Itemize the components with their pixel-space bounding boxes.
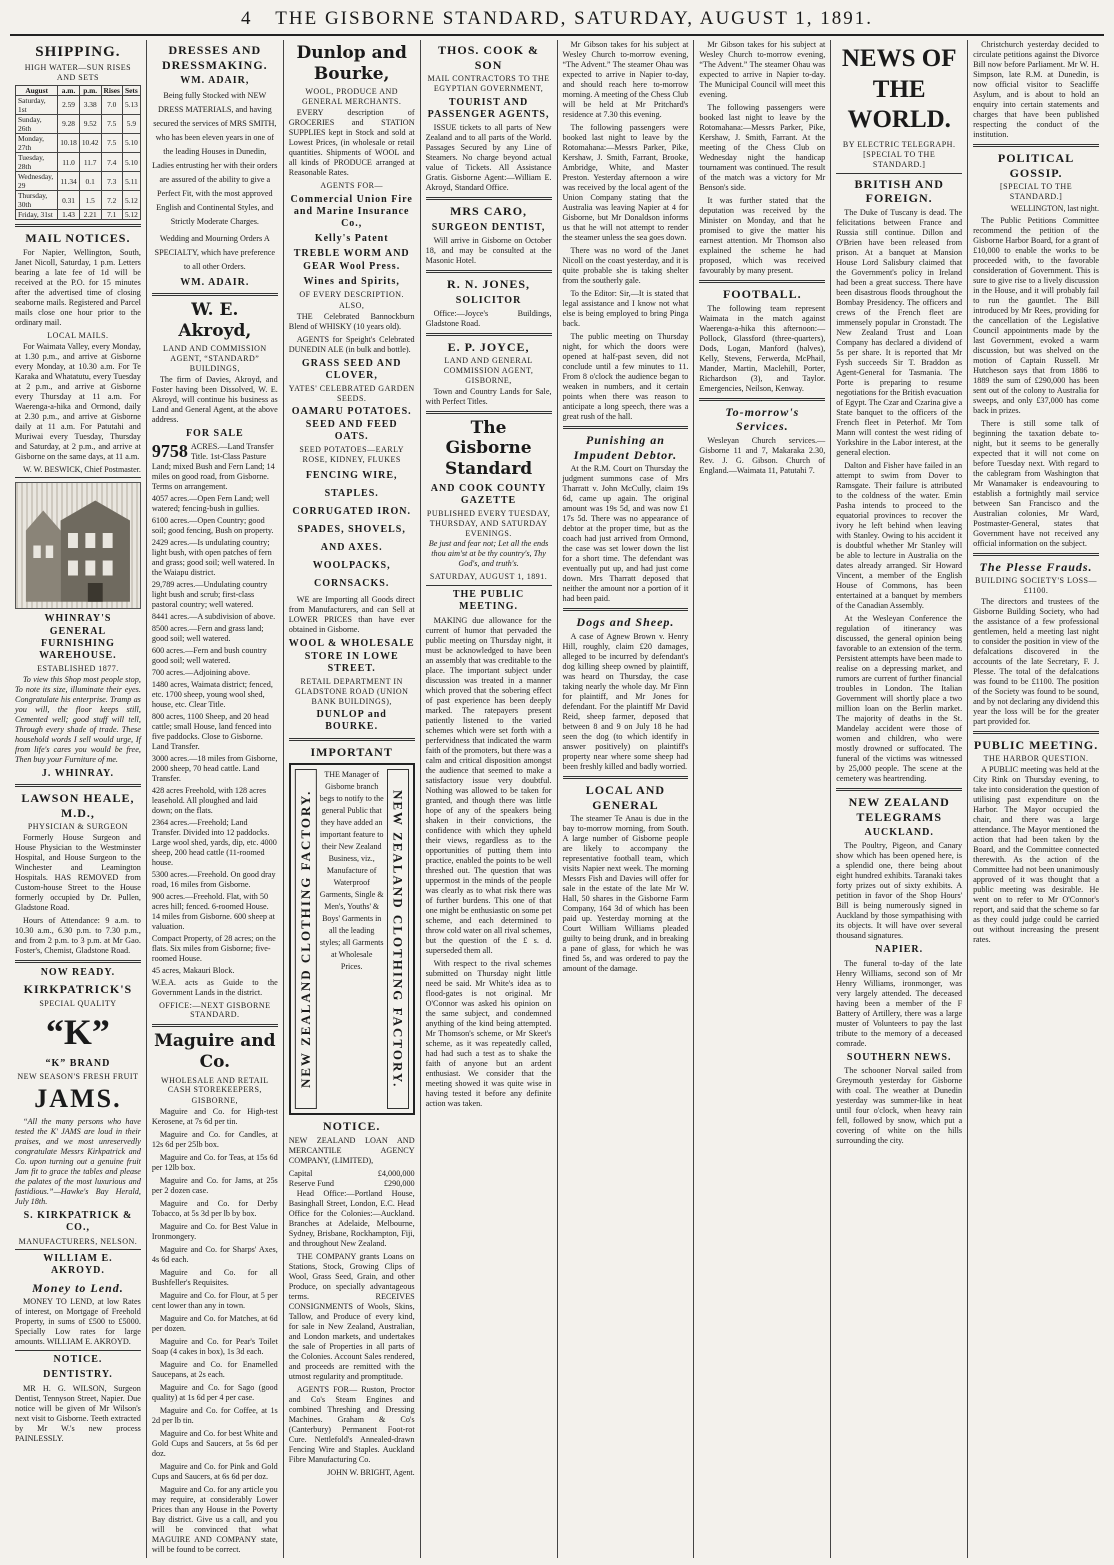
shipping-heading: SHIPPING. <box>35 44 121 60</box>
dunlop-signature: DUNLOP and BOURKE. <box>316 709 387 733</box>
tide-cell: 7.0 <box>101 95 122 114</box>
tide-cell: 11.34 <box>58 172 80 191</box>
listing-text: ACRES.—Land Transfer Title. 1st-Class Pasture Land; mixed Bush and Fern Land; 14 miles on good road, from Gisborne. Terms on arrangement. <box>151 441 275 491</box>
column-1 <box>10 40 147 1558</box>
southern-heading: SOUTHERN NEWS. <box>846 1051 952 1063</box>
capital-value: £4,000,000 <box>377 1168 415 1178</box>
tide-header-4: Sets <box>122 85 140 95</box>
tide-cell: 5.9 <box>122 114 140 133</box>
cook-tourist: TOURIST AND PASSENGER AGENTS, <box>427 96 550 120</box>
kirkpatrick-quote: “All the many persons who have tested the K' JAMS are loud in their praises, and we most unreservedly congratulate Messrs Kirkpatrick and Co. upon turning out a genuine fruit Jam fit to grace the tables and please the palates of the most luxurious and fastidious.”—Hawke's Bay Herald, July 18th. <box>15 1117 141 1207</box>
kirkpatrick-season: NEW SEASON'S FRESH FRUIT <box>17 1071 139 1081</box>
tide-cell: 7.3 <box>101 172 122 191</box>
football-heading: FOOTBALL. <box>722 287 802 301</box>
capital-row <box>289 1169 415 1179</box>
public-meeting-heading-2: PUBLIC MEETING. <box>973 737 1099 752</box>
gossip-place: WELLINGTON, last night. <box>1010 203 1099 213</box>
column-2 <box>147 40 284 1558</box>
local-general-text: The steamer Te Anau is due in the bay to-morrow morning, from South. A large number of Gisborne people are likely to accompany the representative football team, which visits Napier next week. The morning Messrs Fish and Davies will offer for sale in the estate of the late Mr W. Hall, 50 shares in the Gisborne Farm Company, 164 3d of which has been paid up. Yesterday morning at the Court William Williams pleaded guilty to being drunk, and in breaking a pane of glass, for which he was fined 5s, and was ordered to pay the amount of the damage. <box>562 814 689 974</box>
listing-text: 6100 acres.—Open Country; good soil; good fencing, Bush on property. <box>151 515 274 535</box>
paper-title: The Gisborne Standard <box>444 417 533 480</box>
property-listing <box>152 612 278 622</box>
gossip-special: [SPECIAL TO THE STANDARD.] <box>1000 182 1073 201</box>
agents-for: AGENTS FOR— <box>320 180 383 190</box>
whinray-verse: To view this Shop most people stop, To note its size, illuminate their eyes. Congratulate his enterprise. Tramp as you will, the floor keeps still, Cemented well; good stuff will tell, Through every shade of trade. These household words I sell would urge, If from life's cares you would be free, Then buy your Furniture of me. <box>15 674 141 764</box>
columns <box>10 40 1104 1558</box>
money-heading: Money to Lend. <box>32 1280 124 1295</box>
listing-text: 8441 acres.—A subdivision of above. <box>151 611 276 621</box>
property-listing <box>152 680 278 710</box>
listing-text: 3000 acres.—18 miles from Gisborne, 2000 sheep, 70 head cattle. Land Transfer. <box>151 753 278 783</box>
akroyd-sub: LAND AND COMMISSION AGENT, “STANDARD” BUILDINGS, <box>162 344 267 373</box>
whinray-name: J. WHINRAY. <box>41 767 114 779</box>
maguire-items <box>152 1107 278 1482</box>
tide-cell: 5.12 <box>122 210 140 220</box>
tide-row <box>16 95 141 114</box>
maguire-item: Maguire and Co. for Candles, at 12s 6d per 25lb box. <box>151 1129 278 1149</box>
postmaster-signature: W. W. BESWICK, Chief Postmaster. <box>22 464 141 474</box>
capital-label: Capital <box>288 1168 313 1178</box>
col5-word: There was no word of the Janet Nicoll on the coast yesterday, and it is quite probable she is taking shelter from the southerly gale. <box>562 246 689 285</box>
col5-top: Mr Gibson takes for his subject at Wesley Church to-morrow evening, “The Advent.” The steamer Ohau was expected to arrive in Napier to-day, and should reach here to-morrow morning. A meeting of the Chess Club will be held at Mr Pritchard's residence at 7.30 this evening. <box>562 40 689 119</box>
listing-text: 2364 acres.—Freehold; Land Transfer. Divided into 12 paddocks. Large wool shed, yards, dip, etc. 4000 sheep, 200 head cattle (11-roomed house. <box>151 817 277 867</box>
property-listing <box>152 516 278 536</box>
property-listing <box>152 934 278 964</box>
col6-top: Mr Gibson takes for his subject at Wesley Church to-morrow evening, “The Advent.” The steamer Ohau was expected to arrive in Napier to-day. The Municipal Council will meet this evening. <box>699 40 826 99</box>
maguire-item: Maguire and Co. for Best Value in Ironmongery. <box>151 1221 278 1241</box>
akroyd-name: WILLIAM E. AKROYD. <box>43 1253 113 1277</box>
public-meeting-heading: THE PUBLIC MEETING. <box>452 589 525 613</box>
akroyd-heading: W. E. Akroyd, <box>178 299 252 341</box>
southern-text: The schooner Norval sailed from Greymouth yesterday for Gisborne with coal. The weather at Dunedin yesterday was summer-like in heat until four o'clock, when heavy rain fell, followed by snow, which put a covering of white on the hills surrounding the city. <box>836 1065 963 1145</box>
plesse-heading: The Plesse Frauds. <box>979 559 1093 574</box>
tide-cell: 7.5 <box>101 114 122 133</box>
property-listing <box>152 668 278 678</box>
maguire-item: Maguire and Co. for Coffee, at 1s 2d per lb tin. <box>151 1405 278 1425</box>
tide-caption: HIGH WATER—SUN RISES AND SETS <box>24 63 132 83</box>
property-listing <box>152 624 278 644</box>
services-text: Wesleyan Church services.—Gisborne 11 and 7, Makaraka 2.30, Rev. J. G. Gibson. Church of England.—Waimata 11, Patutahi 7. <box>699 435 826 475</box>
wool-press: TREBLE WORM AND GEAR Wool Press. <box>293 248 410 272</box>
paper-motto: Be just and fear not; Let all the ends thou aim'st at be thy country's, Thy God's, and truth's. <box>428 539 549 569</box>
tide-cell: 11.7 <box>79 153 101 172</box>
tide-cell: Sunday, 26th <box>16 114 58 133</box>
fencing-list: FENCING WIRE, STAPLES. CORRUGATED IRON. SPADES, SHOVELS, AND AXES. WOOLPACKS, CORNSACKS. <box>292 470 411 590</box>
napier-text: The funeral to-day of the late Henry Williams, second son of Mr Henry Williams, ironmonger, was very largely attended. The deceased having been a member of the F Battery of Artillery, there was a large muster of Volunteers to pay the last tribute to the memory of a deceased comrade. <box>836 958 963 1048</box>
factory-left-label: NEW ZEALAND CLOTHING FACTORY. <box>295 769 317 1109</box>
kelly-patent: Kelly's Patent <box>314 233 389 245</box>
tide-header-3: Rises <box>101 85 122 95</box>
jones-sub: SOLICITOR <box>455 294 522 306</box>
tide-cell: 7.5 <box>101 133 122 152</box>
property-listing <box>152 538 278 578</box>
jones-heading: R. N. JONES, <box>447 276 531 291</box>
plesse-sub: BUILDING SOCIETY'S LOSS—£1100. <box>975 576 1097 595</box>
column-5 <box>558 40 695 1558</box>
maguire-heading: Maguire and Co. <box>154 1031 276 1072</box>
loan-text: THE COMPANY grants Loans on Stations, Stock, Growing Clips of Wool, Grass Seed, Grain, and other Produce, on specially advantageous terms. RECEIVES CONSIGNMENTS of Wools, Skins, Tallow, and Produce of every kind, for sale in New Zealand, Australian, and London markets, and undertakes the sale of Properties in all parts of the Colonies. Account Sales rendered, and proceeds are remitted with the utmost regularity and promptitude. <box>288 1251 415 1381</box>
property-listing <box>152 786 278 816</box>
akroyd-note: W.E.A. acts as Guide to the Government Lands in the district. <box>151 977 278 997</box>
meeting-text-2: With respect to the rival schemes submitted on Thursday night little need be said. Mr White's idea as to flood-gates is not original. Mr O'Connor was asked his opinion on the same subject, and condemned anything of the kind being attempted. Mr Thomson's scheme, or Mr Skeet's scheme, as it was repeatedly called, had had such a test as to shake the faith of anyone but an ardent enthusiast. We consider that the meeting showed it was quite wise in having tested it before any definite action was taken. <box>425 958 552 1108</box>
joyce-heading: E. P. JOYCE, <box>447 339 530 354</box>
wines-heading: Wines and Spirits, <box>303 275 400 287</box>
property-listing <box>152 494 278 514</box>
auckland-heading: AUCKLAND. <box>864 827 934 839</box>
akroyd-text: The firm of Davies, Akroyd, and Foster having been Dissolved, W. E. Akroyd, will continue his business as Land and General Agent, at the above address. <box>151 374 278 424</box>
services-heading: To-morrow's Services. <box>725 404 800 434</box>
adair-text: Being fully Stocked with NEW DRESS MATERIALS, and having secured the services of MRS SMITH, who has been eleven years in one of the leading Houses in Dunedin, Ladies entrusting her with their orders are assured of the ability to give a Perfect Fit, with the most approved English and Continental Styles, and Strictly Moderate Charges. <box>152 91 278 226</box>
cook-text: ISSUE tickets to all parts of New Zealand and to all parts of the World. Passages Secured by any Line of Steamers. No charge beyond actual value of Tickets. All Assistance Gratis. Gisborne Agent:—William E. Akroyd, Standard Office. <box>425 123 552 193</box>
oamaru-potatoes: OAMARU POTATOES. SEED AND FEED OATS. <box>291 406 412 442</box>
column-7 <box>831 40 968 1558</box>
tide-cell: 0.31 <box>58 191 80 210</box>
maguire-item: Maguire and Co. for Matches, at 6d per dozen. <box>151 1313 278 1333</box>
tide-cell: 2.59 <box>58 95 80 114</box>
tide-cell: 0.1 <box>79 172 101 191</box>
listing-text: 800 acres, 1100 Sheep, and 20 head cattle; small House, land fenced into five paddocks. Close to Gisborne. Land Transfer. <box>151 711 272 751</box>
seed-potatoes: SEED POTATOES—EARLY ROSE, KIDNEY, FLUKES <box>299 444 404 464</box>
auckland-text: The Poultry, Pigeon, and Canary show which has been opened here, is a splendid one, there being about eight hundred exhibits. Taranaki takes forty prizes out of sixty exhibits. A petition in favor of the Shop Hours' Bill is being numerously signed in Auckland by those sympathising with its objects. It will have over several thousand signatures. <box>836 841 963 941</box>
debtor-heading: Punishing an Impudent Debtor. <box>573 433 678 462</box>
tide-header-0: August <box>16 85 58 95</box>
lawson-heading: LAWSON HEALE, M.D., <box>21 791 135 820</box>
lawson-text: Formerly House Surgeon and House Physician to the Westminster Hospital, and House Surgeon to the Winchester and Leamington Hospitals. HAS REMOVED from Custom-house Street to the House formerly occupied by Dr. Pullen, Gladstone Road. <box>15 833 141 913</box>
reserve-row <box>289 1179 415 1189</box>
loan-office: Head Office:—Portland House, Basinghall Street, London, E.C. Head Office for the Colonies:—Auckland. Branches at Adelaide, Melbourne, Sydney, Brisbane, Rockhampton, Fiji, and throughout New Zealand. <box>288 1188 415 1248</box>
maguire-item: Maguire and Co. for Sharps' Axes, 4s 6d each. <box>151 1244 278 1264</box>
gossip-text: The Public Petitions Committee recommend the petition of the Gisborne Harbor Board, for a grant of £10,000 to enable the works to be proceeded with, to the favorable consideration of Government. This is sure to give rise to a lively discussion in the House, and it will probably fail to run the gauntlet. The Bill introduced by Mr Rees, providing for the cancellation of the Legislative Council appointments made by the last Government, evoked a warm discussion, but was shelved on the motion of Captain Russell. Mr Hutcheson says that from 1886 to 1889 the sum of £290,000 has been sent out of the colony to Australia for sweeps, and only £37,000 has come back in prizes. <box>973 215 1099 415</box>
tide-cell: 5.12 <box>122 191 140 210</box>
maguire-sub: WHOLESALE AND RETAIL CASH STOREKEEPERS, <box>161 1075 269 1095</box>
listing-text: 700 acres.—Adjoining above. <box>151 667 251 677</box>
tide-cell: 7.4 <box>101 153 122 172</box>
listing-acres: 9758 <box>151 440 188 461</box>
loan-signature: JOHN W. BRIGHT, Agent. <box>327 1467 415 1477</box>
tide-cell: Wednesday, 29 <box>16 172 58 191</box>
lawson-hours: Hours of Attendance: 9 a.m. to 10.30 a.m., 6.30 p.m. to 7.30 p.m., and from 2 p.m. to 3 p.m. at Mr Gao. Foster's, Chemist, Gladstone Road. <box>15 916 141 956</box>
tide-cell: 11.0 <box>58 153 80 172</box>
napier-heading: NAPIER. <box>875 944 924 956</box>
whinray-heading: WHINRAY'S GENERAL FURNISHING WAREHOUSE. <box>39 613 117 661</box>
tide-row <box>16 114 141 133</box>
kirkpatrick-brand: “K” BRAND <box>45 1057 111 1069</box>
listing-text: 428 acres Freehold, with 128 acres leasehold. All ploughed and laid down; on the flats. <box>151 785 267 815</box>
joyce-text: Town and Country Lands for Sale, with Perfect Titles. <box>425 386 552 406</box>
listing-text: 1480 acres, Waimata district; fenced, etc. 1700 sheep, young wool shed, house, etc. Clear Title. <box>151 679 273 709</box>
for-sale-heading: FOR SALE <box>185 427 244 439</box>
listing-text: 4057 acres.—Open Fern Land; well watered; fencing-bush in gullies. <box>151 493 270 513</box>
dunlop-sub: WOOL, PRODUCE AND GENERAL MERCHANTS. <box>302 87 402 107</box>
tide-cell: 5.10 <box>122 153 140 172</box>
grass-seed: GRASS SEED AND CLOVER, <box>301 357 402 381</box>
maguire-item: Maguire and Co. for High-test Kerosene, at 7s 6d per tin. <box>151 1106 278 1126</box>
property-listing <box>152 818 278 868</box>
ale-text: AGENTS for Speight's Celebrated DUNEDIN ALE (in bulk and bottle). <box>288 334 415 354</box>
property-listing <box>152 754 278 784</box>
column-3 <box>284 40 421 1558</box>
maguire-item: Maguire and Co. for Sago (good quality) at 1s 6d per 4 per case. <box>151 1382 278 1402</box>
now-ready: NOW READY. <box>40 967 116 979</box>
tide-cell: Monday, 27th <box>16 133 58 152</box>
whinray-established: ESTABLISHED 1877. <box>37 664 119 674</box>
tide-row <box>16 133 141 152</box>
kirkpatrick-k: “K” <box>45 1011 110 1052</box>
property-listing <box>152 442 278 492</box>
commercial-union: Commercial Union Fire and Marine Insurance Co., <box>290 193 413 230</box>
adair-name: WM. ADAIR, <box>180 75 250 87</box>
tide-header-1: a.m. <box>58 85 80 95</box>
nz-telegrams-heading: NEW ZEALAND TELEGRAMS <box>848 795 950 824</box>
dogs-text: A case of Agnew Brown v. Henry Hill, roughly, claim £20 damages, alleged to be incurred by defendant's dog killing sheep owned by plaintiff, was heard on Thursday, the case taking nearly the whole day. Mr Finn for plaintiff, and Mr Jones for defendant. For the plaintiff Mr David Reid, sheep farmer, deposed that between 8 and 9 on July 18 he had seen the dog (to which identify in answer positively) on plaintiff's property near where some sheep had been freshly killed and badly worried. <box>562 631 689 771</box>
meeting-text: MAKING due allowance for the current of humor that pervaded the public meeting on Thursday night, it must be acknowledged to have been an assembly that was creditable to the place. The important subject under discussion was treated in a manner which proved that the sobering effect of past experience has been deeply marked. The ratepayers present patiently listened to the varied schemes which were set forth with a perfervidness that indicated the warm faith of the promoters, but there was a calm and critical disposition amongst the audience that seemed to make a satisfactory issue very doubtful. Nothing was allowed to be taken for granted, and though there was little hope of any of the speakers being shaken in their convictions, the confidence with which they upheld their views, regardless as to the opportunities of putting them into practice, enabled the points to be well threshed out. The question that was uppermost in the minds of the people was clearly as to what risk there was of further burdens. This one of that one might be enthusiastic on some pet scheme, and each determined to throw cold water on all rival schemes, but the question of the £ s. d. superseded them all. <box>425 615 552 955</box>
cook-sub: MAIL CONTRACTORS TO THE EGYPTIAN GOVERNMENT, <box>427 74 550 93</box>
maguire-item: Maguire and Co. for Flour, at 5 per cent lower than any in town. <box>151 1290 278 1310</box>
property-listing <box>152 892 278 932</box>
maguire-item: Maguire and Co. for Teas, at 15s 6d per 12lb box. <box>151 1152 278 1172</box>
maguire-item: Maguire and Co. for Pear's Toilet Soap (4 cakes in box), 1s 3d each. <box>151 1336 278 1356</box>
paper-date: SATURDAY, AUGUST 1, 1891. <box>429 572 548 582</box>
harbor-heading: THE HARBOR QUESTION. <box>983 754 1089 764</box>
loan-agents: AGENTS FOR— Ruston, Proctor and Co's Steam Engines and combined Threshing and Dressing Machines. Graham & Co's (Canterbury) Permanent Foot-rot Cure. Nettlefold's Annealed-drawn Fencing Wire and Staples. Auckland Fibre Manufacturing Co. <box>288 1384 415 1464</box>
importing-text: WE are Importing all Goods direct from Manufacturers, and can Sell at LOWER PRICES than have ever obtained in Gisborne. <box>288 595 415 635</box>
col5-letter: To the Editor: Sir,—It is stated that legal assistance and I know not what else is being employed to bring Pinga back. <box>562 289 689 328</box>
listing-text: 29,789 acres.—Undulating country light bush and scrub; first-class pastoral country; well watered. <box>151 579 268 609</box>
maguire-place: GISBORNE, <box>191 1096 239 1106</box>
debtor-text: At the R.M. Court on Thursday the judgment summons case of Mrs Tharratt v. John McCully, claim 19s 6d, came up again. The original amount was 19s 5d, and was now £1 17s 5d. There was no appearance of debtor at the proper time, but as the coach had just arrived from Ormond, the case was set lower down the list for a short time. The defendant was eventually put up, and had just come down. Mrs Tharratt deposed that neither the amount nor a portion of it had been paid. <box>562 464 689 604</box>
tide-row <box>16 210 141 220</box>
col6-text: The following passengers were booked last night to leave by the Rotomahana:—Messrs Parker, Pike, Kershaw, J. Smith, Farrant. At the meeting of the Chess Club on Wednesday night the handicap tournament was continued. The result of the match was a victory for Mr Benson's side. <box>699 103 826 192</box>
also-label: ALSO, <box>338 300 365 310</box>
news-heading: NEWS OF THE WORLD. <box>841 45 957 133</box>
tide-cell: 9.28 <box>58 114 80 133</box>
dogs-heading: Dogs and Sheep. <box>576 615 675 630</box>
joyce-sub: LAND AND GENERAL COMMISSION AGENT, GISBORNE, <box>443 356 534 385</box>
listing-text: 2429 acres.—Is undulating country; light bush, with open patches of fern and grass; good soil; well watered. In the Waiapu district. <box>151 537 275 577</box>
tide-cell: 5.11 <box>122 172 140 191</box>
column-6 <box>694 40 831 1558</box>
listing-text: 900 acres.—Freehold. Flat, with 50 acres hill; fenced. 6-roomed House. 14 miles from Gisborne. 600 sheep at valuation. <box>151 891 275 931</box>
maguire-item: Maguire and Co. for Derby Tobacco, at 5s 3d per lb by box. <box>151 1198 278 1218</box>
listing-text: 45 acres, Makauri Block. <box>151 965 235 975</box>
british-text: The Duke of Tuscany is dead. The felicitations between France and Russia still continue. Dillon and O'Brien have been released from prison. At a banquet at Mansion House Lord Salisbury claimed that the Government's policy in Ireland had been a great success. There have been disastrous floods throughout the Bombay Presidency. The officers and crews of the French fleet are immensely popular in Cronstadt. The New Zealand Trust and Loan Company has declared a dividend of 5s per share. It is reported that Mr Fysh succeeds Sir T. Braddon as Agent-General for Tasmania. The Porte is preparing to resume negotiations for the British evacuation of Egypt. The Czar and Czarina give a State banquet to the officers of the French fleet in Peterhof. Mr Tom Mann will contest the west riding of Yorkshire in the Labor interest, at the general election. <box>836 208 963 457</box>
notice-heading-2: NOTICE. <box>323 1119 381 1134</box>
notice-heading: NOTICE. <box>53 1354 103 1366</box>
tide-cell: 10.18 <box>58 133 80 152</box>
kirkpatrick-name: S. KIRKPATRICK & CO., <box>23 1210 133 1234</box>
caro-text: Will arrive in Gisborne on October 18, and may be consulted at the Masonic Hotel. <box>425 235 552 265</box>
mail-notices-heading: MAIL NOTICES. <box>25 231 131 246</box>
dunlop-text: EVERY description of GROCERIES and STATION SUPPLIES kept in Stock and sold at Lowest Prices, (in wholesale or retail quantities. Shipments of WOOL and all kinds of PRODUCE arranged at Reasonable Rates. <box>288 107 415 177</box>
wilson-text: MR H. G. WILSON, Surgeon Dentist, Tennyson Street, Napier. Due notice will be given of Mr Wilson's next visit to Gisborne. Teeth extracted by Mr W.'s new process PAINLESSLY. <box>15 1383 141 1443</box>
tide-cell: 9.52 <box>79 114 101 133</box>
news-by: BY ELECTRIC TELEGRAPH. <box>842 139 956 149</box>
tide-cell: 2.21 <box>79 210 101 220</box>
adair-wedding: Wedding and Mourning Orders A SPECIALTY, which have preference to all other Orders. <box>154 233 276 271</box>
warehouse-illustration <box>15 482 141 609</box>
page-number: 4 <box>241 8 253 29</box>
tide-cell: Thursday, 30th <box>16 191 58 210</box>
local-mails-text: For Waimata Valley, every Monday, at 1.30 p.m., and arrive at Gisborne every Monday, at 10.30 a.m. For Te Karaka and Whatatutu, every Tuesday at 2 p.m., and arrive at Gisborne every Thursday at 11 a.m. For Waerenga-a-hika and Ormond, daily at 2.30 p.m., and arrive at Gisborne daily at 11 a.m. For Patutahi and Muriwai every Tuesday, Thursday and Saturday, at 2 p.m., and arrive at Gisborne on the same days, at 11 a.m. <box>15 341 141 461</box>
tide-cell: 1.43 <box>58 210 80 220</box>
tide-cell: 7.2 <box>101 191 122 210</box>
tide-cell: 3.38 <box>79 95 101 114</box>
mail-text: For Napier, Wellington, South, Janet Nicoll, Saturday, 1 p.m. Letters bearing a late fee of 1d will be received at the P.O. for 15 minutes after the advertised time of closing seaborne mails. Registered and Parcel mails close one hour prior to the ordinary mail. <box>15 247 141 327</box>
money-text: MONEY TO LEND, at low Rates of interest, on Mortgage of Freehold Property, in sums of £500 to £5000. Specially Low rates for large amounts. WILLIAM E. AKROYD. <box>15 1297 141 1347</box>
dentistry-heading: DENTISTRY. <box>43 1369 113 1381</box>
british-heading: BRITISH AND FOREIGN. <box>854 176 944 206</box>
column-4 <box>421 40 558 1558</box>
listing-text: Compact Property, of 28 acres; on the flats. Six miles from Gisborne; five-roomed House. <box>151 933 276 963</box>
listing-text: 600 acres.—Fern and bush country good soil; well watered. <box>151 645 267 665</box>
gossip-more: There is still some talk of beginning the taxation debate to-night, but it seems to be generally expected that it will not come on before Tuesday next. With regard to the cablegram from Washington that Mr Wanamaker is endeavouring to establish a fortnightly mail service between San Francisco and the Australian colonies, Mr Ward, Postmaster-General, states that Government have not received any official information on the subject. <box>973 418 1099 548</box>
property-listings <box>152 442 278 976</box>
nz-loan-heading: NEW ZEALAND LOAN AND MERCANTILE AGENCY COMPANY, (LIMITED), <box>288 1135 415 1165</box>
col6-cont: It was further stated that the deputation was received by the Minister on Monday, and that he promised to give the matter his earnest attention. Mr Thomson also explained the scheme he had proposed, which was received favourably by many present. <box>699 196 826 275</box>
kirkpatrick-special: SPECIAL QUALITY <box>39 998 117 1008</box>
tide-table <box>15 85 141 220</box>
british-more-2: At the Wesleyan Conference the regulation of itinerancy was discussed, the general opinion being favorable to an extension of the term. Persistent attempts have been made to realise on a depressing market, and rumors are current of further financial troubles in London. The Italian Government will shortly place a two million loan on the Berlin market. The majority of deaths in the St. Mandelay accident were those of women and children, who were mostly drowned or suffocated. The funeral of the victims was witnessed by 25,000 people. The scene at the cemetery was heartrending. <box>836 614 963 783</box>
lawson-sub: PHYSICIAN & SURGEON <box>27 822 129 832</box>
whisky-text: THE Celebrated Bannockburn Blend of WHISKY (10 years old). <box>288 311 415 331</box>
football-text: The following team represent Waimata in the match against Waerenga-a-hika this afternoon:—Pollock, Glassford (three-quarters), Dods, Logan, Manford (halves), Kelly, Stevens, Ferwerda, McPhail, Mander, Martin, Maclehill, Porter, Richardson (3), and Taylor. Emergencies, Neilson, Kenway. <box>699 303 826 393</box>
clothing-factory-box <box>289 763 415 1115</box>
british-more: Dalton and Fisher have failed in an attempt to swim from Dover to Ramsgate. Their failure is attributed to the coldness of the water. Emin Pasha intends to proceed to the equatorial provinces to recover the ivory he left behind when leaving with Stanley. Owing to his accident it is doubtful whether Mr Stanley will be able to lecture in Australia on the dates already arranged. Sir Howard Vincent, a member of the English House of Commons, has been entertained at a banquet by members of the Canadian Assembly. <box>836 461 963 610</box>
wines-sub: OF EVERY DESCRIPTION. <box>299 290 405 300</box>
kirkpatrick-place: MANUFACTURERS, NELSON. <box>18 1236 138 1246</box>
tide-cell: 5.10 <box>122 133 140 152</box>
listing-text: 5300 acres.—Freehold. On good dray road, 16 miles from Gisborne. <box>151 869 276 889</box>
adair-signature: WM. ADAIR. <box>180 276 250 288</box>
maguire-footer: Maguire and Co. for any article you may require, at considerably Lower Prices than any House in the Poverty Bay district. Give us a call, and you will be convinced that what MAGUIRE AND COMPANY state, will be found to be correct. <box>151 1484 278 1554</box>
tide-cell: 10.42 <box>79 133 101 152</box>
caro-heading: MRS CARO, <box>450 204 528 219</box>
jones-text: Office:—Joyce's Buildings, Gladstone Road. <box>425 308 552 328</box>
kirkpatrick-heading: KIRKPATRICK'S <box>23 982 133 997</box>
yates-seeds: YATES' CELEBRATED GARDEN SEEDS. <box>288 383 415 403</box>
property-listing <box>152 580 278 610</box>
tide-cell: Tuesday, 28th <box>16 153 58 172</box>
listing-text: 8500 acres.—Fern and grass land; good soil; well watered. <box>151 623 264 643</box>
factory-text: THE Manager of Gisborne branch begs to notify to the general Public that they have added an important feature to their New Zealand Business, viz., Manufacture of Waterproof Garments, Single & Men's, Youths' & Boys' Garments in all the leading styles; all Garments at Wholesale Prices. <box>319 770 384 972</box>
maguire-item: Maguire and Co. for best White and Gold Cups and Saucers, at 5s 6d per doz. <box>151 1428 278 1458</box>
masthead-title: THE GISBORNE STANDARD, SATURDAY, AUGUST 1, 1891. <box>275 8 873 29</box>
harbor-text: A PUBLIC meeting was held at the City Rink on Thursday evening, to take into consideration the question of utilising past expenditure on the Harbor. The Mayor occupied the chair, and there was a large attendance. The Mayor mentioned the action that had been taken by the Board, and the Committee connected therewith. As the action of the Committee had not been unanimously approved of it was thought that a public meeting was desirable. He went on to refer to Mr O'Connor's report, and said that the scheme so far as they could judge could be carried out without increasing the present rates. <box>973 765 1099 944</box>
tide-cell: 5.13 <box>122 95 140 114</box>
tide-cell: 7.1 <box>101 210 122 220</box>
property-listing <box>152 870 278 890</box>
tide-header-2: p.m. <box>79 85 101 95</box>
property-listing <box>152 966 278 976</box>
important-heading: IMPORTANT <box>310 744 393 759</box>
col5-meeting: The public meeting on Thursday night, for which the doors were opened at half-past seven, did not conclude until a few minutes to 11. From 8 o'clock the audience began to weaken in numbers, and it certain points when there was reason to anticipate a long speech, there was a great rush of the hall. <box>562 332 689 421</box>
factory-right-label: NEW ZEALAND CLOTHING FACTORY. <box>387 769 409 1109</box>
cook-heading: THOS. COOK & SON <box>438 43 540 72</box>
maguire-item: Maguire and Co. for all Bushfeller's Requisites. <box>151 1267 278 1287</box>
retail-department: RETAIL DEPARTMENT IN GLADSTONE ROAD (UNION BANK BUILDINGS), <box>294 677 409 706</box>
wool-store: WOOL & WHOLESALE STORE IN LOWE STREET. <box>288 638 415 674</box>
tide-row <box>16 191 141 210</box>
reserve-value: £290,000 <box>383 1178 415 1188</box>
tide-row <box>16 172 141 191</box>
local-general-heading: LOCAL AND GENERAL <box>585 782 666 812</box>
column-8 <box>968 40 1104 1558</box>
tide-row <box>16 153 141 172</box>
reserve-label: Reserve Fund <box>288 1178 335 1188</box>
property-listing <box>152 712 278 752</box>
maguire-item: Maguire and Co. for Enamelled Saucepans, at 2s each. <box>151 1359 278 1379</box>
caro-sub: SURGEON DENTIST, <box>431 221 546 233</box>
col5-steam: The following passengers were booked last night to leave by the Rotomahana:—Messrs Parker, Pike, Kershaw, J. Smith, Farrant, Brooke, Ambridge, White, and Master Preston. Yesterday afternoon a wire was received by the local agent of the Union Company stating that the Australia was leaving Napier at 4 for Gisborne, but Mr Donaldson informs us that he will not attempt to render the steamer unless the sea goes down. <box>562 123 689 242</box>
tide-cell: 1.5 <box>79 191 101 210</box>
plesse-text: The directors and trustees of the Gisborne Building Society, who had the assistance of a few professional gentlemen, held a meeting last night to consider the position in view of the defalcations discovered in the accounts of the late Secretary, F. J. Plesse. The total of the defalcations was found to be £1100. The position of the Society was found to be sound, and by not declaring any dividend this year the loss will be for the greater part provided for. <box>973 596 1099 726</box>
local-mails-heading: LOCAL MAILS. <box>47 330 109 340</box>
gossip-heading: POLITICAL GOSSIP. <box>997 151 1075 180</box>
akroyd-office: OFFICE:—NEXT GISBORNE STANDARD. <box>159 1000 271 1020</box>
property-listing <box>152 646 278 666</box>
maguire-item: Maguire and Co. for Jams, at 25s per 2 dozen case. <box>151 1175 278 1195</box>
tide-cell: Friday, 31st <box>16 210 58 220</box>
tide-cell: Saturday, 1st <box>16 95 58 114</box>
col8-top: Christchurch yesterday decided to circulate petitions against the Divorce Bill now before Parliament. Mr W. H. Simpson, late R.M. at Dunedin, is now official visitor to Seacliffe Asylum, and is about to hold an enquiry into certain statements and charges that have been published respecting the conduct of the institution. <box>973 40 1099 139</box>
masthead <box>10 8 1104 36</box>
paper-pub: PUBLISHED EVERY TUESDAY, THURSDAY, AND SATURDAY EVENINGS. <box>426 509 551 538</box>
dunlop-heading: Dunlop and Bourke, <box>296 43 407 84</box>
maguire-item: Maguire and Co. for Pink and Gold Cups and Saucers, at 6s 6d per doz. <box>151 1461 278 1481</box>
dressmaking-heading: DRESSES AND DRESSMAKING. <box>161 43 268 72</box>
paper-sub: AND COOK COUNTY GAZETTE <box>430 482 547 507</box>
news-special: [SPECIAL TO THE STANDARD.] <box>863 150 936 169</box>
kirkpatrick-jams: JAMS. <box>34 1084 122 1114</box>
